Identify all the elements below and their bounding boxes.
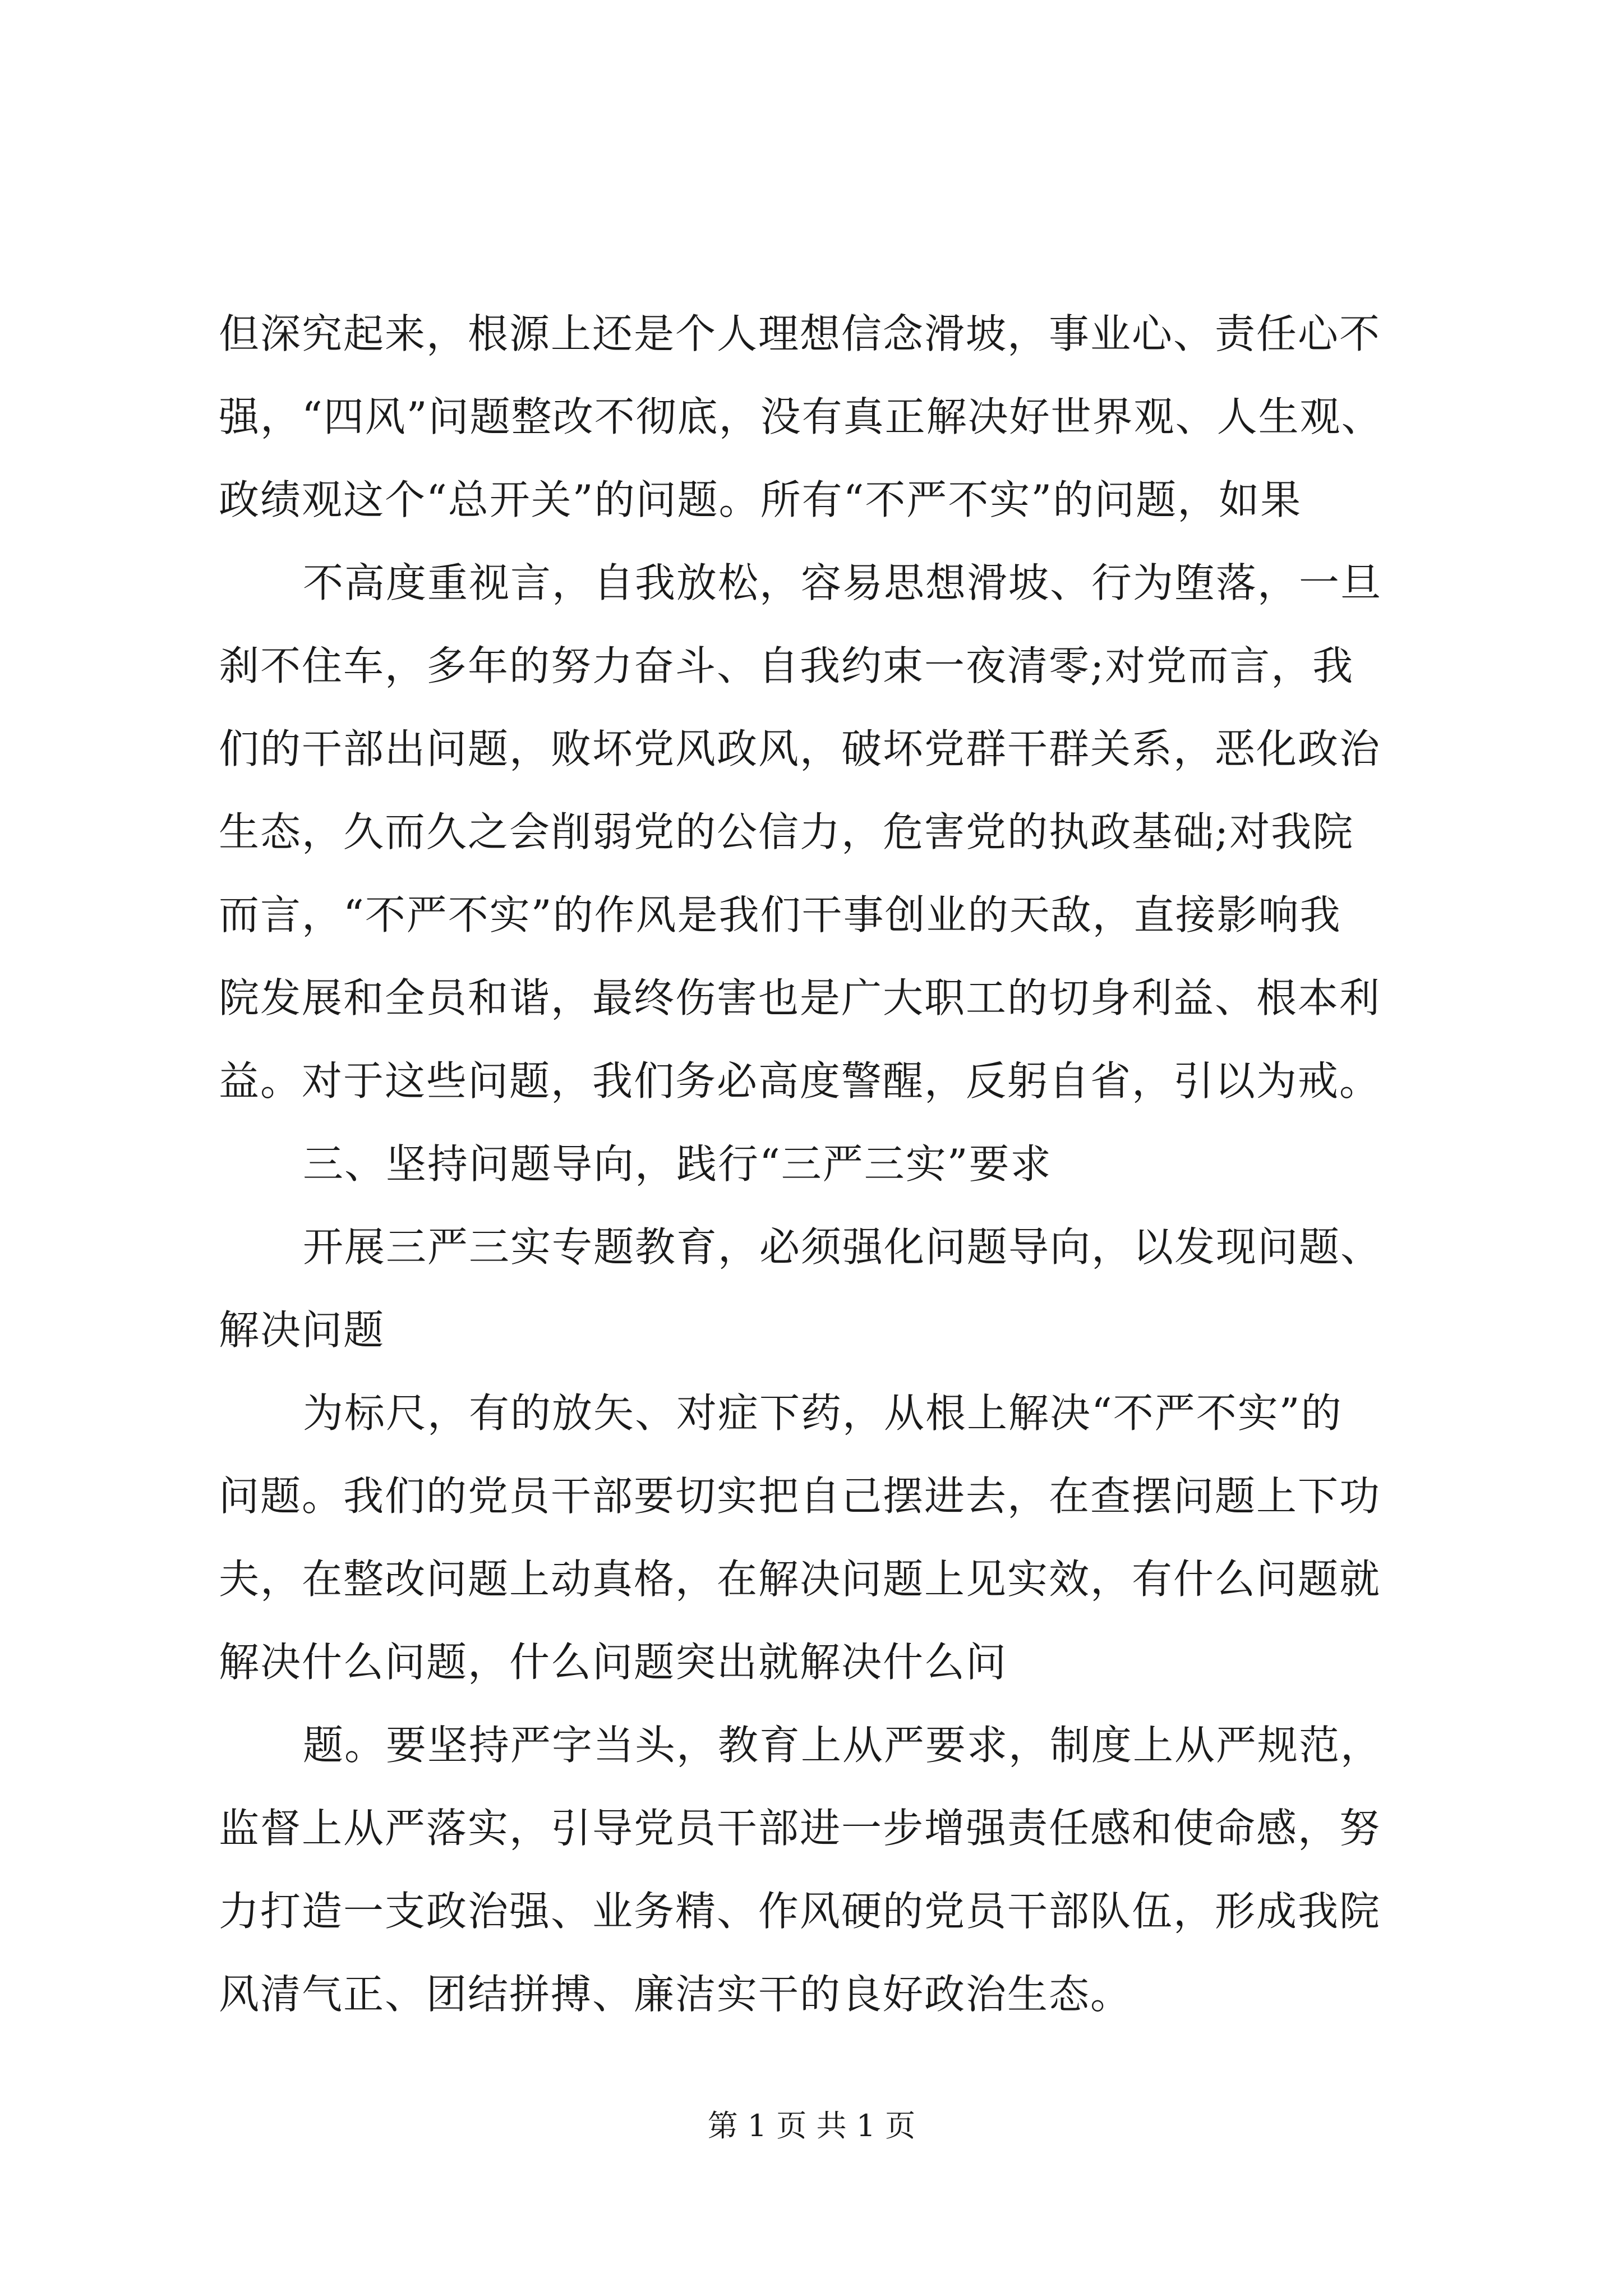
text-line: 力打造一支政治强、业务精、作风硬的党员干部队伍，形成我院: [219, 1888, 1381, 1935]
text-line: 开展三严三实专题教育，必须强化问题导向，以发现问题、: [303, 1223, 1382, 1271]
text-line: 政绩观这个“总开关”的问题。所有“不严不实”的问题，如果: [219, 476, 1302, 523]
text-line: 生态，久而久之会削弱党的公信力，危害党的执政基础;对我院: [219, 808, 1354, 855]
text-line: 风清气正、团结拼搏、廉洁实干的良好政治生态。: [219, 1971, 1132, 2018]
text-line: 刹不住车，多年的努力奋斗、自我约束一夜清零;对党而言，我: [219, 642, 1354, 689]
text-line: 问题。我们的党员干部要切实把自己摆进去，在查摆问题上下功: [219, 1473, 1381, 1520]
text-line: 监督上从严落实，引导党员干部进一步增强责任感和使命感，努: [219, 1805, 1381, 1852]
page-number-footer: 第 1 页 共 1 页: [707, 2108, 916, 2143]
text-line: 解决问题: [219, 1306, 385, 1354]
text-line: 夫，在整改问题上动真格，在解决问题上见实效，有什么问题就: [219, 1556, 1381, 1603]
text-line: 益。对于这些问题，我们务必高度警醒，反躬自省，引以为戒。: [219, 1057, 1381, 1105]
text-line: 解决什么问题，什么问题突出就解决什么问: [219, 1639, 1008, 1686]
text-line: 但深究起来，根源上还是个人理想信念滑坡，事业心、责任心不: [219, 310, 1381, 357]
text-line: 不高度重视言，自我放松，容易思想滑坡、行为堕落，一旦: [303, 559, 1382, 606]
text-line: 而言，“不严不实”的作风是我们干事创业的天敌，直接影响我: [219, 891, 1341, 938]
section-heading: 三、坚持问题导向，践行“三严三实”要求: [303, 1140, 1052, 1188]
text-line: 题。要坚持严字当头，教育上从严要求，制度上从严规范，: [303, 1722, 1382, 1769]
text-line: 强，“四风”问题整改不彻底，没有真正解决好世界观、人生观、: [219, 393, 1383, 440]
text-line: 为标尺，有的放矢、对症下药，从根上解决“不严不实”的: [303, 1389, 1343, 1437]
text-line: 院发展和全员和谐，最终伤害也是广大职工的切身利益、根本利: [219, 974, 1381, 1022]
text-line: 们的干部出问题，败坏党风政风，破坏党群干群关系，恶化政治: [219, 725, 1381, 772]
